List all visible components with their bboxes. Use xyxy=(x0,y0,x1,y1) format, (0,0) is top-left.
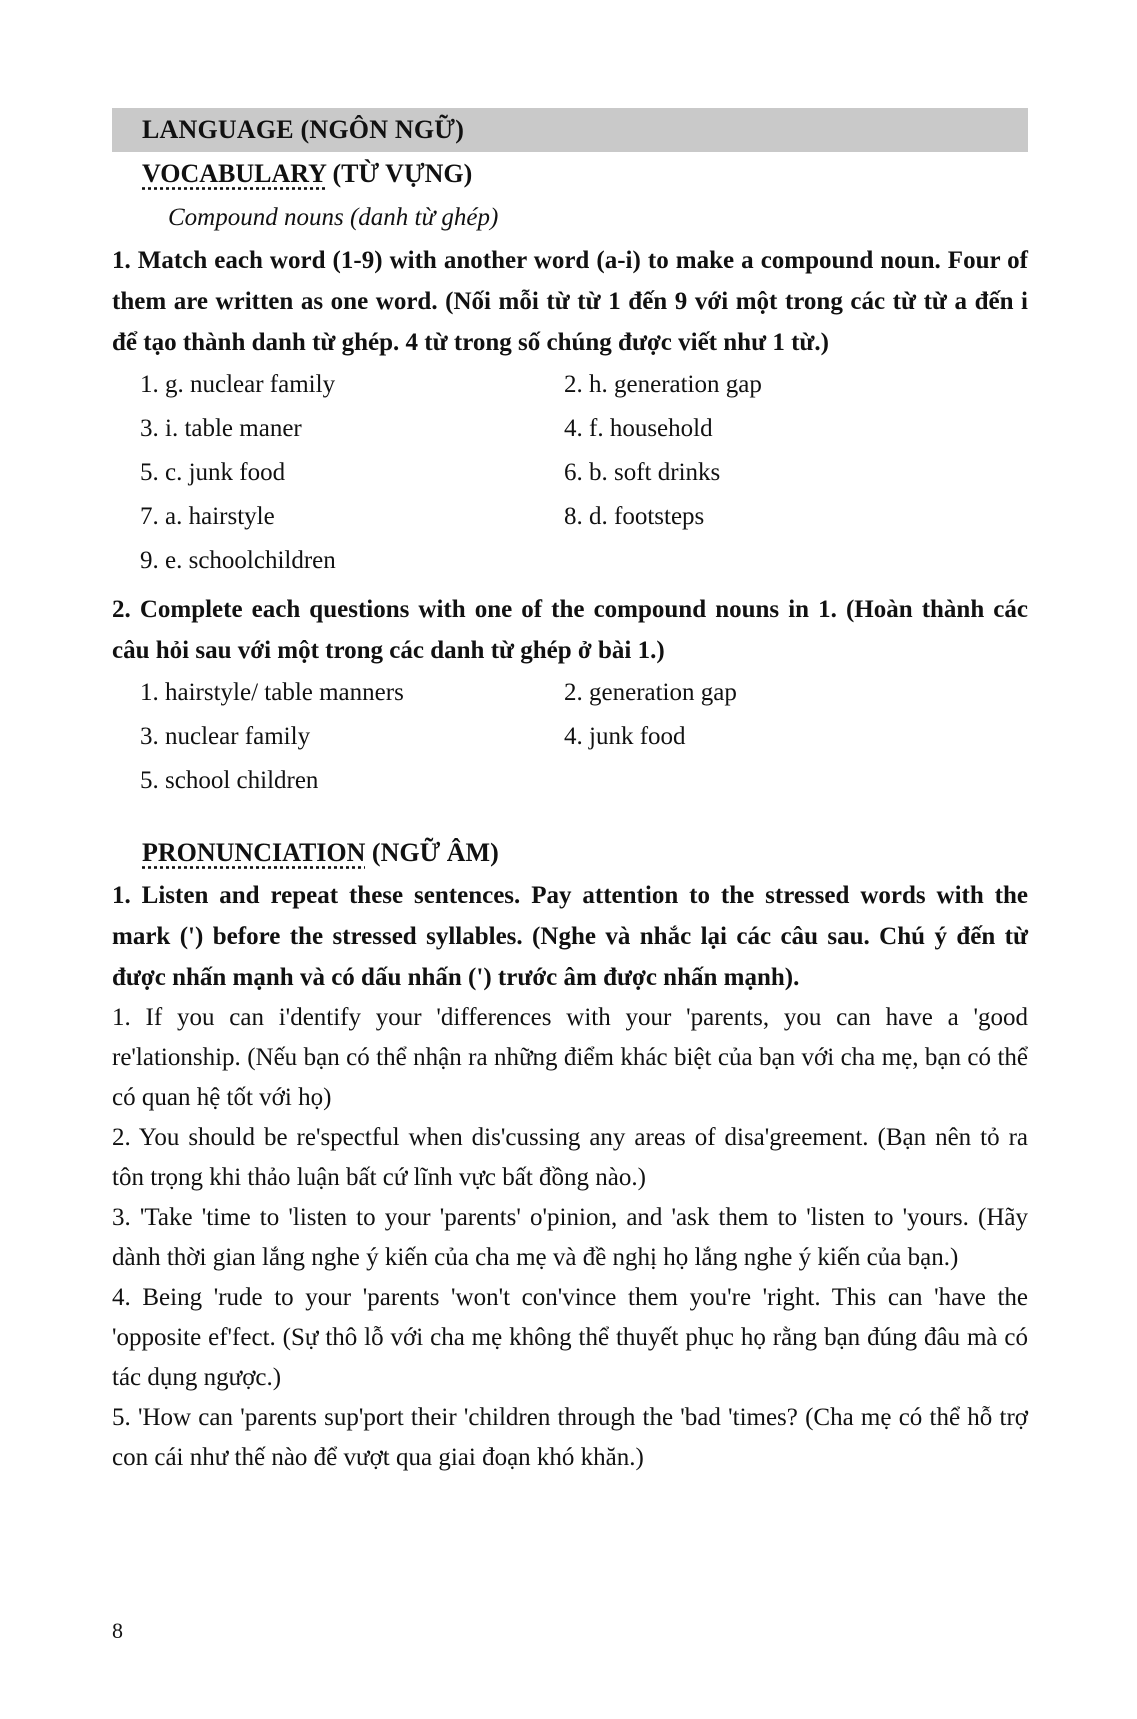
answer-item: 5. school children xyxy=(140,767,319,794)
pronunciation-sentence: 5. 'How can 'parents sup'port their 'children through the 'bad 'times? (Cha mẹ có thể hỗ trợ con cái như thế nào để vượt qua giai đoạn khó khăn.) xyxy=(112,1404,1028,1471)
vocab-exercise-2-instruction: 2. Complete each questions with one of the compound nouns in 1. (Hoàn thành các câu hỏi sau với một trong các danh từ ghép ở bài 1.) xyxy=(112,596,1028,664)
answer-item: 9. e. schoolchildren xyxy=(140,547,336,574)
answer-item: 5. c. junk food xyxy=(140,459,286,486)
pronunciation-heading-rest: (NGỮ ÂM) xyxy=(365,838,499,867)
answer-item: 4. f. household xyxy=(564,415,713,442)
pronunciation-sentence: 4. Being 'rude to your 'parents 'won't con'vince them you're 'right. This can 'have the 'opposite ef'fect. (Sự thô lỗ với cha mẹ không thể thuyết phục họ rằng bạn đúng đâu mà có tác dụng ngược.) xyxy=(112,1284,1028,1391)
document-page xyxy=(112,108,1028,1478)
answer-item: 1. hairstyle/ table manners xyxy=(140,679,404,706)
pronunciation-heading-word: PRONUNCIATION xyxy=(142,838,366,867)
vocab-exercise-2-answers xyxy=(140,671,1028,803)
answer-item: 2. generation gap xyxy=(564,679,737,706)
answer-item: 2. h. generation gap xyxy=(564,371,762,398)
page-number: 8 xyxy=(112,1618,123,1643)
pronunciation-sentence: 2. You should be re'spectful when dis'cussing any areas of disa'greement. (Bạn nên tỏ ra tôn trọng khi thảo luận bất cứ lĩnh vực bất đồng nào.) xyxy=(112,1124,1028,1191)
vocabulary-heading xyxy=(142,152,1028,196)
vocabulary-subtitle: Compound nouns (danh từ ghép) xyxy=(168,204,499,231)
vocab-exercise-1-answers xyxy=(140,363,1028,583)
pronunciation-heading xyxy=(142,831,1028,875)
answer-item: 6. b. soft drinks xyxy=(564,459,721,486)
vocabulary-heading-rest: (TỪ VỰNG) xyxy=(325,159,473,188)
answer-item: 3. nuclear family xyxy=(140,723,311,750)
pronunciation-sentence: 1. If you can i'dentify your 'differences with your 'parents, you can have a 'good re'lationship. (Nếu bạn có thể nhận ra những điểm khác biệt của bạn với cha mẹ, bạn có thể có quan hệ tốt với họ) xyxy=(112,1004,1028,1111)
pronunciation-sentence: 3. 'Take 'time to 'listen to your 'parents' o'pinion, and 'ask them to 'listen to 'yours. (Hãy dành thời gian lắng nghe ý kiến của cha mẹ và đề nghị họ lắng nghe ý kiến của bạn.) xyxy=(112,1204,1028,1271)
answer-item: 8. d. footsteps xyxy=(564,503,705,530)
section-banner: LANGUAGE (NGÔN NGỮ) xyxy=(112,108,1028,152)
vocabulary-heading-word: VOCABULARY xyxy=(142,159,326,188)
answer-item: 7. a. hairstyle xyxy=(140,503,275,530)
answer-item: 3. i. table maner xyxy=(140,415,302,442)
answer-item: 1. g. nuclear family xyxy=(140,371,336,398)
pronunciation-exercise-1-instruction: 1. Listen and repeat these sentences. Pay attention to the stressed words with the mark (') before the stressed syllables. (Nghe và nhắc lại các câu sau. Chú ý đến từ được nhấn mạnh và có dấu nhấn (') trước âm được nhấn mạnh). xyxy=(112,882,1028,991)
vocab-exercise-1-instruction: 1. Match each word (1-9) with another word (a-i) to make a compound noun. Four of them are written as one word. (Nối mỗi từ từ 1 đến 9 với một trong các từ từ a đến i để tạo thành danh từ ghép. 4 từ trong số chúng được viết như 1 từ.) xyxy=(112,247,1028,356)
answer-item: 4. junk food xyxy=(564,723,686,750)
